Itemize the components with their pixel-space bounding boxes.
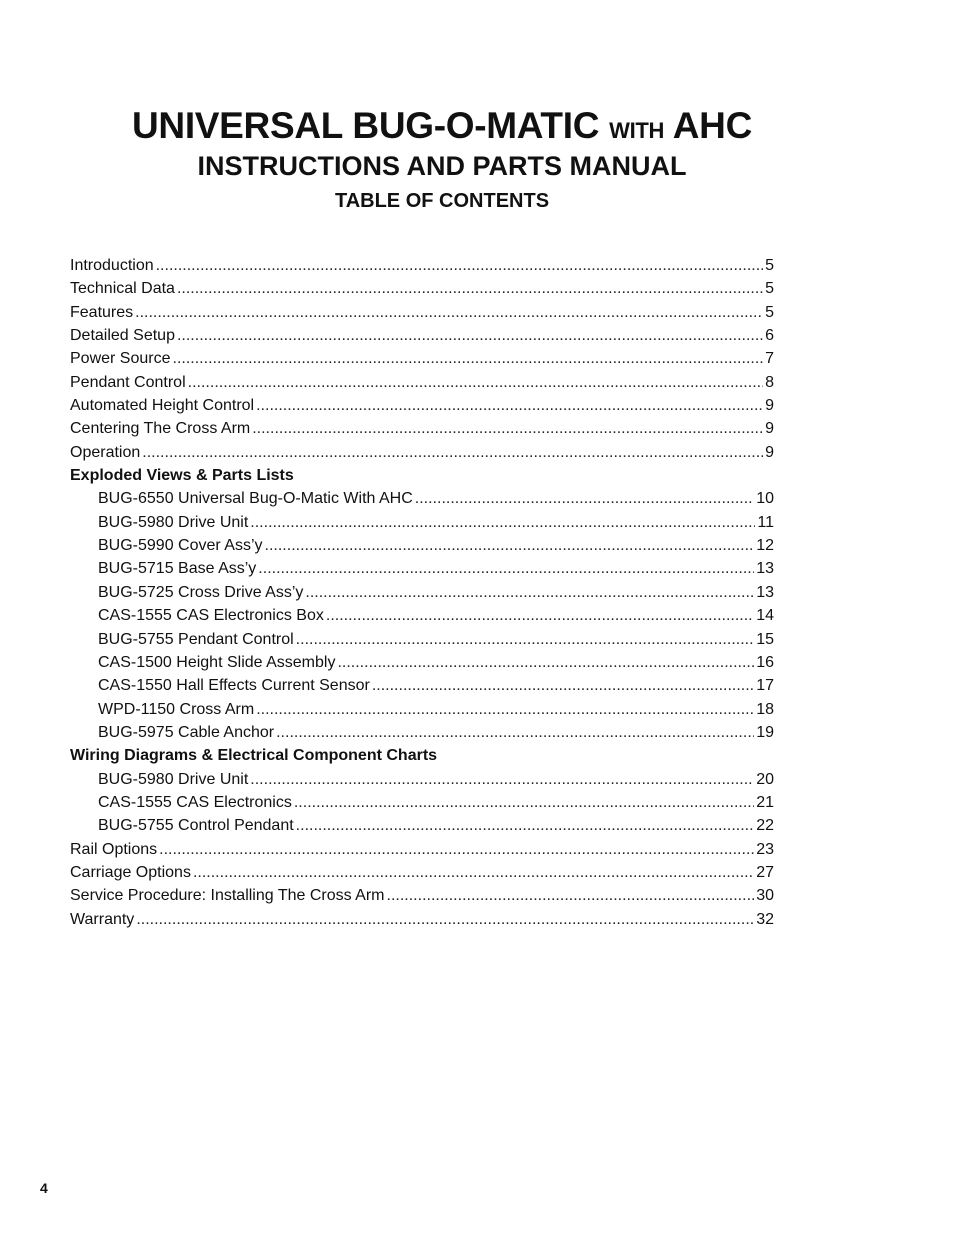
toc-entry-label: Features — [70, 303, 134, 321]
toc-entry-page: 14 — [756, 607, 774, 625]
toc-entry-cas-1555-box — [70, 604, 774, 627]
toc-entry-technical-data — [70, 277, 774, 300]
toc-entry-bug-5755-pendant — [70, 628, 774, 651]
toc-entry-label: BUG-5990 Cover Ass’y — [98, 537, 263, 555]
toc-entry-label: Technical Data — [70, 280, 175, 298]
toc-entry-page: 20 — [756, 770, 774, 788]
toc-entry-page: 9 — [765, 443, 774, 461]
toc-entry-page: 27 — [756, 863, 774, 881]
title-with: WITH — [609, 118, 665, 143]
toc-entry-wiring-cas-1555 — [70, 791, 774, 814]
toc-leader — [159, 838, 754, 861]
toc-entry-detailed-setup — [70, 324, 774, 347]
toc-entry-label: Carriage Options — [70, 863, 191, 881]
toc-entry-label: Power Source — [70, 350, 171, 368]
toc-entry-page: 16 — [756, 653, 774, 671]
toc-entry-label: BUG-5725 Cross Drive Ass’y — [98, 583, 304, 601]
toc-section-label: Exploded Views & Parts Lists — [70, 467, 294, 485]
toc-entry-page: 15 — [756, 630, 774, 648]
toc-leader — [387, 884, 755, 907]
toc-entry-operation — [70, 441, 774, 464]
toc-leader — [296, 814, 755, 837]
toc-entry-label: BUG-5980 Drive Unit — [98, 770, 249, 788]
toc-leader — [250, 768, 754, 791]
toc-entry-label: BUG-5975 Cable Anchor — [98, 723, 275, 741]
toc-section-exploded-views — [70, 464, 774, 487]
toc-entry-bug-5990 — [70, 534, 774, 557]
toc-entry-bug-5975 — [70, 721, 774, 744]
toc-entry-label: Operation — [70, 443, 141, 461]
toc-entry-rail-options — [70, 838, 774, 861]
toc-entry-label: Warranty — [70, 910, 135, 928]
toc-entry-label: BUG-6550 Universal Bug-O-Matic With AHC — [98, 490, 413, 508]
toc-leader — [177, 324, 763, 347]
toc-entry-page: 13 — [756, 560, 774, 578]
toc-entry-page: 5 — [765, 280, 774, 298]
page-subtitle: INSTRUCTIONS AND PARTS MANUAL — [197, 151, 687, 181]
toc-leader — [252, 417, 763, 440]
toc-entry-label: BUG-5980 Drive Unit — [98, 513, 249, 531]
toc-entry-bug-5715 — [70, 557, 774, 580]
toc-entry-page: 30 — [756, 887, 774, 905]
toc-entry-label: Rail Options — [70, 840, 158, 858]
toc-leader — [296, 628, 755, 651]
page-title — [0, 104, 884, 153]
toc-leader — [177, 277, 763, 300]
toc-leader — [173, 347, 764, 370]
toc-leader — [250, 511, 755, 534]
toc-entry-label: CAS-1500 Height Slide Assembly — [98, 653, 336, 671]
toc-entry-page: 6 — [765, 327, 774, 345]
toc-leader — [326, 604, 754, 627]
toc-entry-page: 5 — [765, 257, 774, 274]
toc-entry-label: Pendant Control — [70, 373, 186, 391]
toc-entry-page: 18 — [756, 700, 774, 718]
toc-entry-page: 23 — [756, 840, 774, 858]
toc-entry-cas-1550 — [70, 674, 774, 697]
title-main: UNIVERSAL BUG-O-MATIC — [131, 105, 600, 146]
toc-entry-label: BUG-5755 Control Pendant — [98, 817, 294, 835]
toc-entry-automated-height-control — [70, 394, 774, 417]
toc-entry-page: 17 — [756, 677, 774, 695]
toc-entry-page: 12 — [756, 537, 774, 555]
toc-entry-label: CAS-1550 Hall Effects Current Sensor — [98, 677, 370, 695]
toc-entry-bug-5980 — [70, 511, 774, 534]
toc-leader — [258, 557, 754, 580]
toc-leader — [294, 791, 754, 814]
toc-entry-centering-cross-arm — [70, 417, 774, 440]
toc-entry-page: 21 — [756, 793, 774, 811]
toc-entry-label: CAS-1555 CAS Electronics Box — [98, 607, 324, 625]
toc-entry-bug-6550 — [70, 487, 774, 510]
toc-entry-warranty — [70, 908, 774, 931]
toc-leader — [337, 651, 754, 674]
toc-entry-wpd-1150 — [70, 698, 774, 721]
toc-entry-bug-5725 — [70, 581, 774, 604]
toc-entry-page: 9 — [765, 397, 774, 415]
toc-leader — [256, 394, 763, 417]
toc-leader — [415, 487, 754, 510]
toc-entry-label: BUG-5715 Base Ass’y — [98, 560, 257, 578]
toc-entry-features — [70, 301, 774, 324]
toc-leader — [142, 441, 763, 464]
toc-entry-introduction — [70, 254, 774, 277]
toc-leader — [276, 721, 754, 744]
toc-leader — [135, 301, 763, 324]
toc-entry-page: 13 — [756, 583, 774, 601]
toc-leader — [136, 908, 754, 931]
toc-entry-page: 9 — [765, 420, 774, 438]
toc-section-wiring-diagrams — [70, 744, 774, 767]
toc-entry-page: 19 — [756, 723, 774, 741]
toc-leader — [156, 254, 763, 277]
page-number: 4 — [40, 1180, 48, 1196]
toc-entry-label: WPD-1150 Cross Arm — [98, 700, 255, 718]
toc-title: TABLE OF CONTENTS — [334, 190, 550, 212]
toc-entry-page: 8 — [765, 373, 774, 391]
toc-entry-label: Detailed Setup — [70, 327, 175, 345]
toc-entry-page: 11 — [757, 513, 774, 531]
title-ahc: AHC — [672, 105, 753, 146]
toc-entry-page: 10 — [756, 490, 774, 508]
toc-leader — [305, 581, 754, 604]
toc-entry-label: Automated Height Control — [70, 397, 255, 415]
toc-entry-label: BUG-5755 Pendant Control — [98, 630, 294, 648]
toc-entry-cas-1500 — [70, 651, 774, 674]
toc-leader — [256, 698, 754, 721]
toc-entry-service-procedure — [70, 884, 774, 907]
toc-entry-page: 7 — [765, 350, 774, 368]
toc-entry-page: 32 — [756, 910, 774, 928]
toc-section-label: Wiring Diagrams & Electrical Component Charts — [70, 747, 438, 765]
toc-leader — [188, 371, 763, 394]
toc-entry-label: Introduction — [70, 257, 154, 274]
toc-entry-carriage-options — [70, 861, 774, 884]
toc-leader — [193, 861, 754, 884]
toc-entry-power-source — [70, 347, 774, 370]
table-of-contents — [70, 254, 774, 931]
toc-entry-label: Centering The Cross Arm — [70, 420, 251, 438]
toc-leader — [372, 674, 754, 697]
toc-entry-page: 22 — [756, 817, 774, 835]
toc-entry-label: CAS-1555 CAS Electronics — [98, 793, 292, 811]
toc-entry-wiring-bug-5980 — [70, 768, 774, 791]
toc-entry-pendant-control — [70, 371, 774, 394]
toc-leader — [265, 534, 755, 557]
toc-entry-page: 5 — [765, 303, 774, 321]
toc-entry-wiring-bug-5755 — [70, 814, 774, 837]
toc-entry-label: Service Procedure: Installing The Cross Arm — [70, 887, 385, 905]
